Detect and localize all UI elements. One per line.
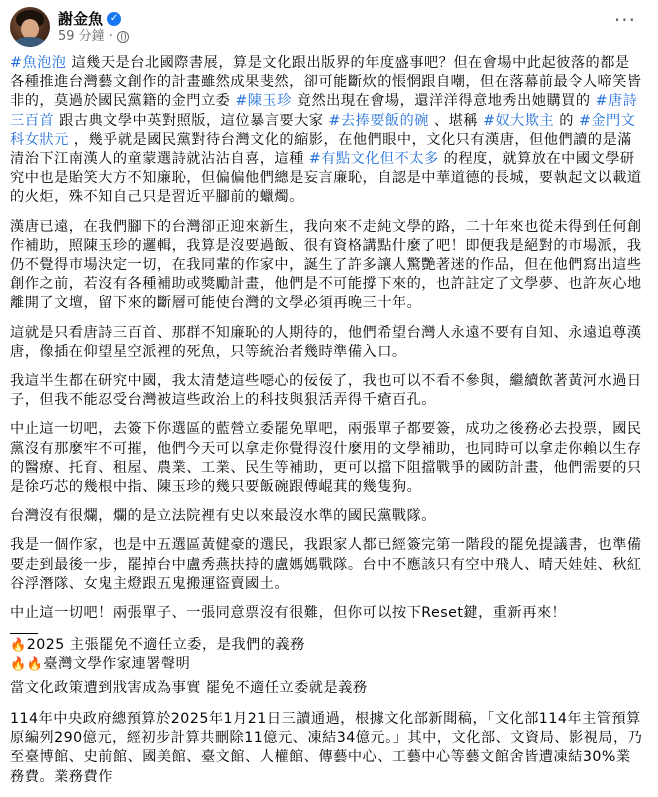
petition-line-3: 當文化政策遭到戕害成為事實 罷免不適任立委就是義務 xyxy=(10,679,368,696)
avatar-face xyxy=(21,19,39,39)
hashtag-servant-bullies-master[interactable]: #奴大欺主 xyxy=(483,112,555,129)
paragraph-2: 漢唐已遠，在我們腳下的台灣卻正迎來新生，我向來不走純文學的路，二十年來也從未得到任何創作補助，照陳玉珍的邏輯，我算是沒要過飯、很有資格講點什麼了吧！即便我是絕對的市場派，我仍不覺得市場決定一切，在我同輩的作家中，誕生了許多讓人驚艷著迷的作品，但在他們寫出這些創作之前，若沒有各種補助或獎勵計畫，他們是不可能撐下來的，也許註定了文學夢、也許灰心地離開了文壇，留下來的斷層可能使台灣的文學必須再晚三十年。 xyxy=(10,218,642,312)
petition-line-1 xyxy=(10,636,644,655)
avatar[interactable] xyxy=(10,7,50,47)
author-row xyxy=(58,9,121,29)
paragraph-8: 中止這一切吧！兩張單子、一張同意票沒有很難，但你可以按下Reset鍵，重新再來！ xyxy=(10,605,567,622)
divider xyxy=(10,633,38,634)
globe-icon xyxy=(117,31,129,43)
paragraph-7: 我是一個作家，也是中五選區黃健豪的選民，我跟家人都已經簽完第一階段的罷免提議書，也準備要走到最後一步，罷掉台中盧秀燕扶持的盧媽媽戰隊。台中不應該只有空中飛人、晴天娃娃、秋紅谷浮潛隊、女鬼主燈跟五鬼搬運盜賣國土。 xyxy=(10,537,642,592)
text-segment: 竟然出現在會場，還洋洋得意地秀出她購買的 xyxy=(291,93,596,110)
hashtag-kinmen-top-scholar[interactable]: #金門文科女狀元 xyxy=(10,112,636,148)
fire-icon: 🔥 xyxy=(10,638,27,654)
paragraph-3: 這就是只看唐詩三百首、那群不知廉恥的人期待的，他們希望台灣人永遠不要有自知、永遠追尊漢唐，像插在仰望星空派裡的死魚，只等統治者幾時準備入口。 xyxy=(10,324,642,360)
post-time[interactable]: 59 分鐘 xyxy=(58,29,105,44)
post-header xyxy=(0,0,658,52)
text-segment: 跟古典文學中英對照版，這位暴言要大家 xyxy=(54,112,329,129)
text-segment: 、堪稱 xyxy=(429,112,484,129)
hashtag-fish-bubble[interactable]: #魚泡泡 xyxy=(10,55,67,71)
author-name[interactable]: 謝金魚 xyxy=(58,10,104,28)
more-options-icon[interactable]: ··· xyxy=(613,8,636,32)
post-content xyxy=(10,54,644,797)
petition-line-2 xyxy=(10,655,644,674)
hashtag-tang-poems[interactable]: #唐詩三百首 xyxy=(10,93,638,129)
paragraph-4: 我這半生都在研究中國，我太清楚這些噁心的佞佞了，我也可以不看不參與，繼續飲著黃河水過日子，但我不能忍受台灣被這些政治上的科技與狠活弄得千瘡百孔。 xyxy=(10,373,642,409)
paragraph-1 xyxy=(10,54,644,208)
text-segment: ，幾乎就是國民黨對待台灣文化的縮影，在他們眼中，文化只有漢唐，但他們讀的是滿清治下江南漢人的童蒙選詩就沾沾自喜，這種 xyxy=(10,131,632,168)
hashtag-chen-yuzhen[interactable]: #陳玉珍 xyxy=(235,93,292,110)
text-segment: 的程度，就算放在中國文學研究中也是貽笑大方不知廉恥，但偏偏他們總是妄言廉恥，自認是中華道德的長城，要執起文以載道的火炬，殊不知自己只是習近平腳前的蠟燭。 xyxy=(10,151,642,206)
meta-separator: · xyxy=(108,29,113,44)
petition-line-2-text: 臺灣文學作家連署聲明 xyxy=(43,656,191,673)
paragraph-5: 中止這一切吧，去簽下你選區的藍營立委罷免單吧，兩張單子都要簽，成功之後務必去投票，國民黨沒有那麼牢不可摧，他們今天可以拿走你覺得沒什麼用的文學補助，也同時可以拿走你賴以生存的醫療、托育、租屋、農業、工業、民生等補助，更可以擋下阻擋戰爭的國防計畫，他們需要的只是徐巧芯的幾根中指、陳玉珍的幾只要飯碗跟傅崐萁的幾隻狗。 xyxy=(10,421,642,496)
paragraph-9: 114年中央政府總預算於2025年1月21日三讀通過，根據文化部新聞稿，「文化部114年主管預算原編列290億元，經初步計算共刪除11億元、凍結34億元。」其中，文化部、文資局、影視局，乃至臺博館、史前館、國美館、臺文館、人權館、傳藝中心、工藝中心等藝文館舍皆遭凍結30%業務費。業務費作 xyxy=(10,710,643,785)
post-meta xyxy=(58,29,129,45)
text-segment: 這幾天是台北國際書展，算是文化跟出版界的年度盛事吧？但在會場中此起彼落的都是各種推進台灣藝文創作的計畫雖然成果斐然，卻可能斷炊的悵惘跟自嘲，但在落幕前最令人啼笑皆非的，莫過於國民黨籍的金門立委 xyxy=(10,55,642,110)
petition-line-1-text: 2025 主張罷免不適任立委，是我們的義務 xyxy=(26,637,305,654)
paragraph-6: 台灣沒有很爛，爛的是立法院裡有史以來最沒水準的國民黨戰隊。 xyxy=(10,508,436,525)
verified-badge-icon: ✓ xyxy=(107,12,121,26)
avatar-body xyxy=(14,37,46,47)
hashtag-begging-bowl[interactable]: #去捧要飯的碗 xyxy=(328,112,429,129)
double-fire-icon: 🔥🔥 xyxy=(10,657,44,673)
petition-block xyxy=(10,636,644,698)
hashtag-some-culture[interactable]: #有點文化但不太多 xyxy=(308,151,439,168)
text-segment: 的 xyxy=(554,112,579,129)
